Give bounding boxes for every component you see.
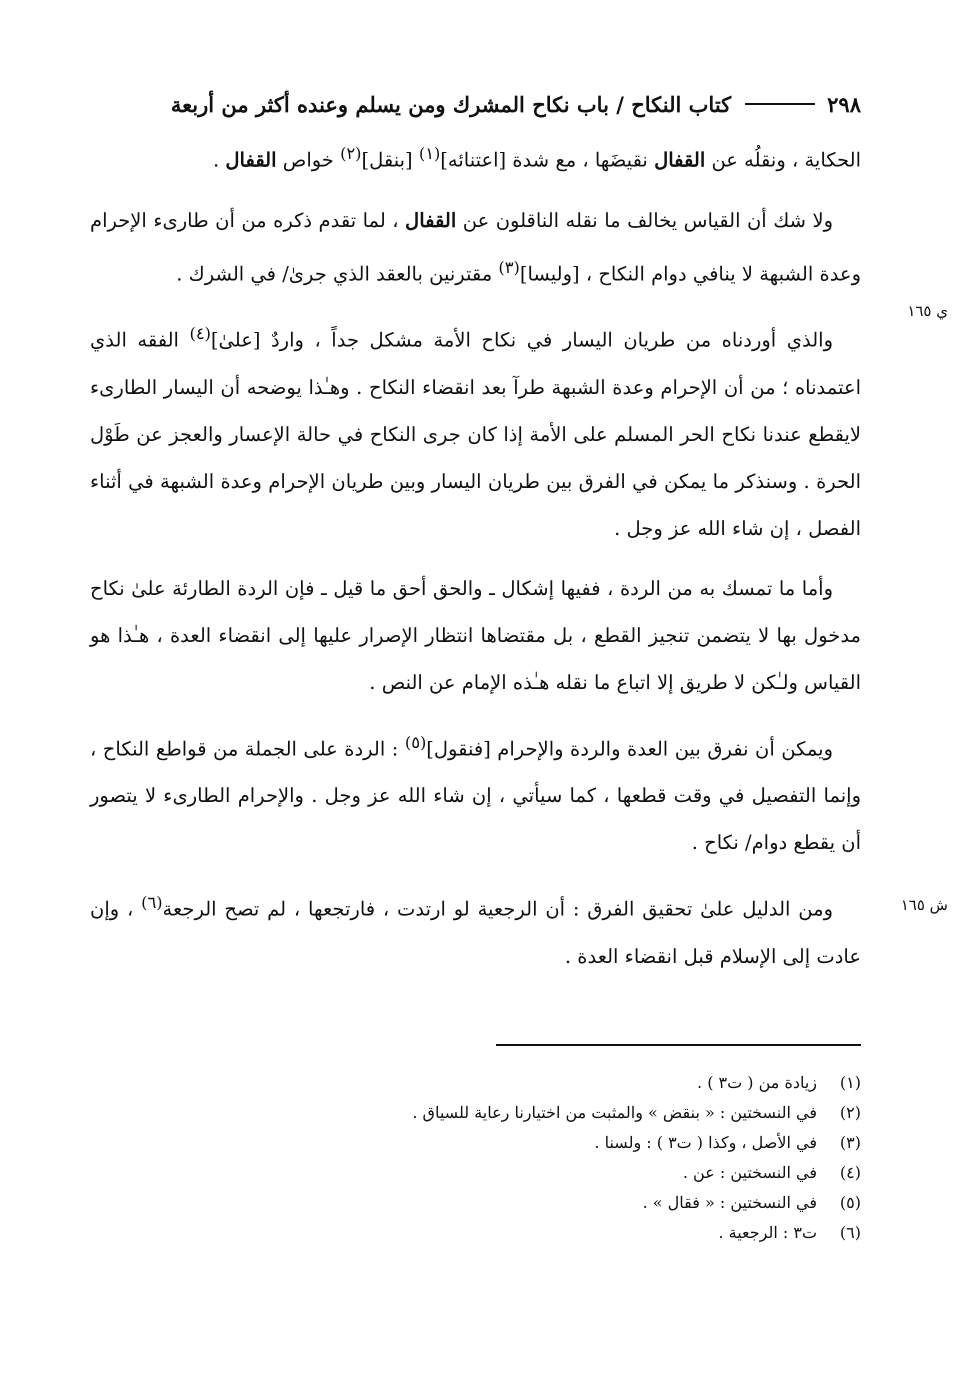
footnote-number: (٣) (839, 1133, 861, 1152)
text-run: نقيضَها ، مع شدة [اعتنائه] (440, 148, 655, 172)
footnote (90, 1098, 861, 1128)
name-qaffal: القفال (405, 208, 457, 232)
paragraph-2 (90, 197, 861, 298)
page-header (90, 86, 861, 122)
footnote (90, 1068, 861, 1098)
text-run: والذي أوردناه من طريان اليسار في نكاح الأمة مشكل جداً ، واردٌ [علىٰ] (210, 328, 834, 352)
text-run: مقترنين بالعقد الذي جرىٰ/ في الشرك . (176, 262, 499, 285)
paragraph-5 (90, 719, 861, 867)
margin-note: ش ١٦٥ (900, 896, 948, 914)
text-run: ومن الدليل علىٰ تحقيق الفرق : أن الرجعية لو ارتدت ، فارتجعها ، لم تصح الرجعة (162, 897, 833, 921)
footnote-text: في النسختين : « بنقض » والمثبت من اختيارنا رعاية للسياق . (412, 1103, 817, 1122)
paragraph-6 (90, 879, 861, 980)
footnote (90, 1128, 861, 1158)
paragraph-4 (90, 565, 861, 706)
text-run: [بنقل] (361, 148, 419, 172)
footnote-number: (٤) (839, 1163, 861, 1182)
name-qaffal: القفال (654, 148, 706, 172)
paragraph-3 (90, 310, 861, 552)
footnote-text: في النسختين : عن . (682, 1163, 817, 1182)
footnotes (90, 1068, 861, 1248)
text-run: ولا شك أن القياس يخالف ما نقله الناقلون عن (456, 208, 834, 232)
text-run: الحكاية ، ونقلُه عن (705, 148, 861, 172)
text-run: . (212, 148, 226, 172)
text-run: ويمكن أن نفرق بين العدة والردة والإحرام [فنقول] (426, 737, 833, 760)
name-qaffal: القفال (225, 148, 277, 172)
text-run: خواص (276, 148, 341, 172)
footnote (90, 1188, 861, 1218)
running-title: كتاب النكاح / باب نكاح المشرك ومن يسلم وعنده أكثر من أربعة (170, 91, 732, 117)
footnote-separator (496, 1044, 861, 1046)
footnote-ref: (٢) (340, 144, 362, 163)
footnote (90, 1218, 861, 1248)
text-run: : الردة على الجملة من قواطع النكاح ، وإنما التفصيل في وقت قطعها ، كما سيأتي ، إن شاء الله عز وجل . والإحرام الطارىء لا يتصور أن يقطع دوام/ نكاح . (90, 737, 861, 854)
footnote-number: (٥) (839, 1193, 861, 1212)
footnote-ref: (٥) (404, 732, 427, 752)
page-number: ٢٩٨ (827, 91, 861, 117)
footnote-number: (٦) (839, 1223, 861, 1242)
footnote-ref: (٦) (141, 893, 163, 912)
footnote-text: في الأصل ، وكذا ( ت٣ ) : ولسنا . (594, 1133, 817, 1152)
footnote (90, 1158, 861, 1188)
text-run: ، وإن عادت إلى الإسلام قبل انقضاء العدة . (90, 897, 861, 968)
text-run: ، لما تقدم ذكره من أن طارىء الإحرام وعدة الشبهة لا ينافي دوام النكاح ، [وليسا] (90, 208, 861, 285)
footnote-ref: (١) (418, 144, 441, 163)
text-run: الفقه الذي اعتمدناه ؛ من أن الإحرام وعدة الشبهة طرآ بعد انقضاء النكاح . وهـٰذا يوضحه أن اليسار الطارىء لايقطع عندنا نكاح الحر المسلم على الأمة إذا كان جرى النكاح في حالة الإعسار والعجز عن طَوْل الحرة . وسنذكر ما يمكن في الفرق بين طريان اليسار وبين طريان الإحرام وعدة الشبهة في أثناء الفصل ، إن شاء الله عز وجل . (90, 328, 861, 540)
main-text (90, 130, 861, 993)
footnote-ref: (٤) (189, 324, 211, 343)
header-rule (745, 103, 815, 105)
footnote-text: زيادة من ( ت٣ ) . (697, 1073, 817, 1092)
footnote-number: (٢) (839, 1103, 861, 1122)
margin-note: ي ١٦٥ (907, 302, 948, 320)
footnote-text: ت٣ : الرجعية . (718, 1223, 817, 1242)
footnote-ref: (٣) (498, 257, 520, 277)
text-run: وأما ما تمسك به من الردة ، ففيها إشكال ـ والحق أحق ما قيل ـ فإن الردة الطارئة علىٰ نكاح مدخول بها لا يتضمن تنجيز القطع ، بل مقتضاها انتظار الإصرار عليها إلى انقضاء العدة ، هـٰذا هو القياس ولـٰكن لا طريق إلا اتباع ما نقله هـٰذه الإمام عن النص . (90, 576, 861, 694)
footnote-number: (١) (839, 1073, 861, 1092)
paragraph-1 (90, 130, 861, 184)
footnote-text: في النسختين : « فقال » . (642, 1193, 817, 1212)
